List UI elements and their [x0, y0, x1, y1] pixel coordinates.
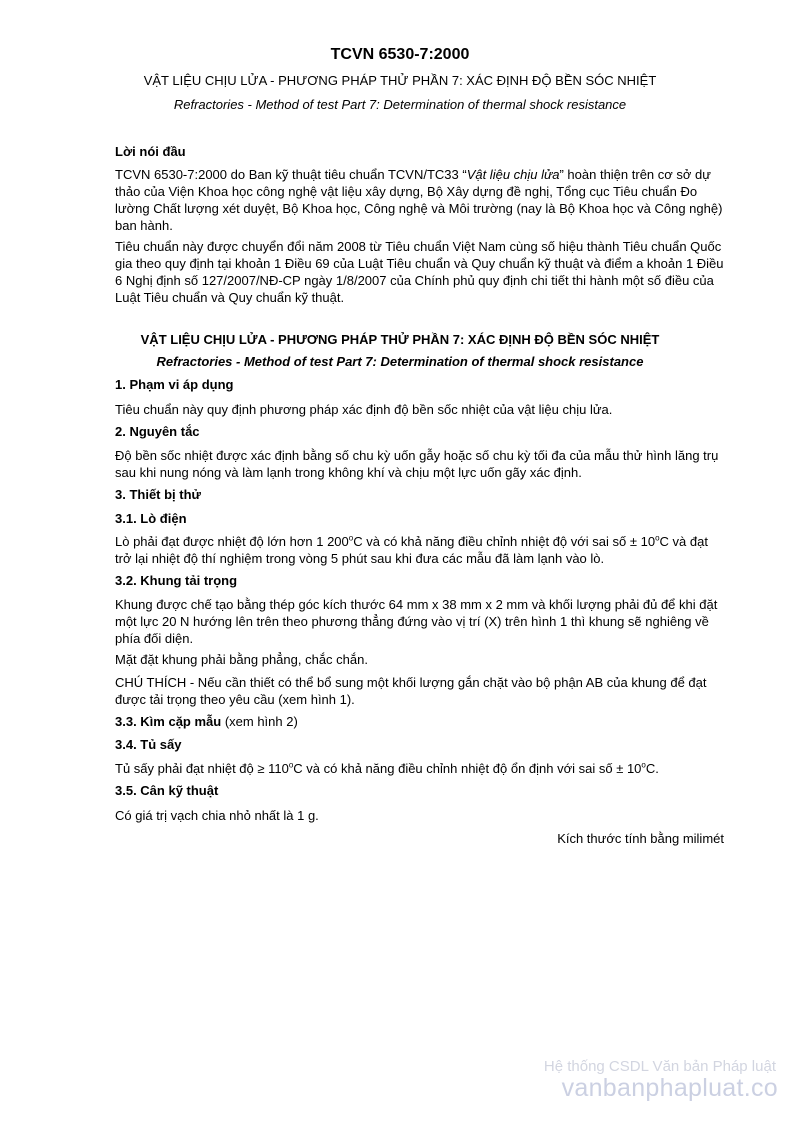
section-3-5-text: Có giá trị vạch chia nhỏ nhất là 1 g. [115, 808, 319, 823]
foreword-heading: Lời nói đầu [115, 144, 186, 159]
section-1-text: Tiêu chuẩn này quy định phương pháp xác định độ bền sốc nhiệt của vật liệu chịu lửa. [115, 402, 613, 417]
section-3-2-note: CHÚ THÍCH - Nếu cần thiết có thể bổ sung một khối lượng gắn chặt vào bộ phận AB của khung để đạt được tải trọng theo yêu cầu (xem hình 1). [115, 675, 707, 707]
section-3-5-heading: 3.5. Cân kỹ thuật [115, 783, 219, 798]
section-3-4-text: Tủ sấy phải đạt nhiệt độ ≥ $110^oC$ và có khả năng điều chỉnh nhiệt độ ổn định với sai số ± $10^oC$. [115, 760, 659, 776]
watermark-line-1: Hệ thống CSDL Văn bản Pháp luật [543, 1058, 776, 1075]
body-title-vn: VẬT LIỆU CHỊU LỬA - PHƯƠNG PHÁP THỬ PHẦN 7: XÁC ĐỊNH ĐỘ BỀN SÓC NHIỆT [140, 332, 660, 347]
section-2-text: Độ bền sốc nhiệt được xác định bằng số chu kỳ uốn gẫy hoặc số chu kỳ tối đa của mẫu thử hình lăng trụ sau khi nung nóng và làm lạnh trong không khí và chịu một lực uốn gãy xác định. [115, 448, 719, 480]
foreword-paragraph-1: TCVN 6530-7:2000 do Ban kỹ thuật tiêu chuẩn TCVN/TC33 “Vật liệu chịu lửa” hoàn thiện trên cơ sở dự thảo của Viện Khoa học công nghệ vật liệu xây dựng, Bộ Xây dựng đề nghị, Tổng cục Tiêu chuẩn Đo lường Chất lượng xét duyệt, Bộ Khoa học, Công nghệ và Môi trường (nay là Bộ Khoa học và Công nghệ) ban hành. [115, 167, 723, 233]
document-title-vn: VẬT LIỆU CHỊU LỬA - PHƯƠNG PHÁP THỬ PHẦN 7: XÁC ĐỊNH ĐỘ BỀN SÓC NHIỆT [143, 73, 657, 88]
section-1-heading: 1. Phạm vi áp dụng [115, 377, 234, 392]
dimension-note: Kích thước tính bằng milimét [557, 831, 724, 846]
section-2-heading: 2. Nguyên tắc [115, 424, 200, 439]
section-3-1-heading: 3.1. Lò điện [115, 511, 187, 526]
section-3-4-heading: 3.4. Tủ sấy [115, 737, 182, 752]
section-3-2-heading: 3.2. Khung tải trọng [115, 573, 238, 588]
section-3-1-text: Lò phải đạt được nhiệt độ lớn hơn 1 200$^o$C và có khả năng điều chỉnh nhiệt độ với sai số ± $10^oC$ và đạt trở lại nhiệt độ thí nghiệm trong vòng 5 phút sau khi đưa các mẫu đã làm lạnh vào lò. [115, 533, 708, 566]
section-3-2-text-2: Mặt đặt khung phải bằng phẳng, chắc chắn. [115, 652, 368, 667]
section-3-3-heading: 3.3. Kìm cặp mẫu (xem hình 2) [115, 714, 298, 729]
body-title-en: Refractories - Method of test Part 7: Determination of thermal shock resistance [156, 354, 644, 369]
section-3-heading: 3. Thiết bị thử [115, 487, 201, 502]
watermark-line-2: vanbanphapluat.co [561, 1074, 778, 1102]
document-title-en: Refractories - Method of test Part 7: Determination of thermal shock resistance [173, 97, 627, 112]
section-3-2-text: Khung được chế tạo bằng thép góc kích thước 64 mm x 38 mm x 2 mm và khối lượng phải đủ để khi đặt một lực 20 N hướng lên trên theo phương thẳng đứng vào vị trí (X) trên hình 1 thì khung sẽ nghiêng về phía đối diện. [115, 597, 718, 646]
document-code: TCVN 6530-7:2000 [330, 46, 470, 63]
foreword-paragraph-2: Tiêu chuẩn này được chuyển đổi năm 2008 từ Tiêu chuẩn Việt Nam cùng số hiệu thành Tiêu chuẩn Quốc gia theo quy định tại khoản 1 Điều 69 của Luật Tiêu chuẩn và Quy chuẩn kỹ thuật và điểm a khoản 1 Điều 6 Nghị định số 127/2007/NĐ-CP ngày 1/8/2007 của Chính phủ quy định chi tiết thi hành một số điều của Luật Tiêu chuẩn và Quy chuẩn kỹ thuật. [115, 239, 724, 305]
